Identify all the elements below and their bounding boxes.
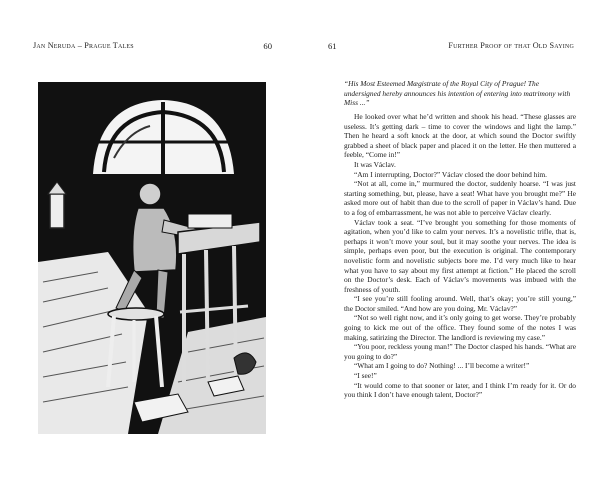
right-page (300, 0, 600, 504)
woodcut-illustration (38, 82, 266, 434)
paragraph: “It would come to that sooner or later, and I think I’m ready for it. Or do you think I don’t have enough talent, Doctor?” (344, 380, 576, 400)
left-running-head: Jan Neruda – Prague Tales (33, 41, 134, 50)
left-page-number: 60 (263, 41, 272, 51)
paragraph: “You poor, reckless young man!” The Doctor clasped his hands. “What are you going to do?” (344, 342, 576, 361)
paragraph: Václav took a seat. “I’ve brought you something for those moments of agitation, when you’d like to calm your nerves. It’s a novelistic trifle, that is, perhaps it won’t move your soul, but it may soothe your nerves. The idea is simple, perhaps even poor, but the execution is original. The contemporary novelistic form and novelistic subjects bore me. I’d very much like to hear what you have to say about my first attempt at fiction.” He placed the scroll on the Doctor’s desk. Each of Václav’s movements was imbued with the freshness of youth. (344, 217, 576, 294)
paragraph: “What am I going to do? Nothing! ... I’ll become a writer!” (354, 361, 530, 371)
right-page-number: 61 (328, 41, 337, 51)
body-text (344, 112, 576, 400)
paragraph: “Not so well right now, and it’s only going to get worse. They’re probably going to kick me out of the office. They found some of the notes I was making, satirizing the Director. The landlord is reviewing my case.” (344, 313, 576, 342)
paragraph: “Am I interrupting, Doctor?” Václav closed the door behind him. (354, 169, 547, 179)
right-running-head: Further Proof of that Old Saying (448, 41, 574, 50)
paragraph: “I see!” (354, 371, 377, 381)
paragraph: “I see you’re still fooling around. Well, that’s okay; you’re still young,” the Doctor smiled. “And how are you doing, Mr. Václav?” (344, 294, 576, 313)
paragraph: “Not at all, come in,” murmured the doctor, suddenly hoarse. “I was just starting something, but, please, have a seat! What have you brought me?” He asked more out of habit than due to the scroll of paper in Václav’s hand. Due to a fog of embarrassment, he was not able to perceive Václav clearly. (344, 179, 576, 217)
paragraph: He looked over what he’d written and shook his head. “These glasses are useless. It’s getting dark – time to cover the windows and light the lamp.” Then he heard a soft knock at the door, at which sound the Doctor swiftly grabbed a sheet of black paper and placed it on the letter. He then muttered a feeble, “Come in!” (344, 112, 576, 160)
paragraph: It was Václav. (354, 159, 396, 169)
letter-quote: “His Most Esteemed Mægistrate of the Royal City of Prague! The undersigned hereby announces his intention of entering into matrimony with Miss ...” (344, 79, 571, 108)
